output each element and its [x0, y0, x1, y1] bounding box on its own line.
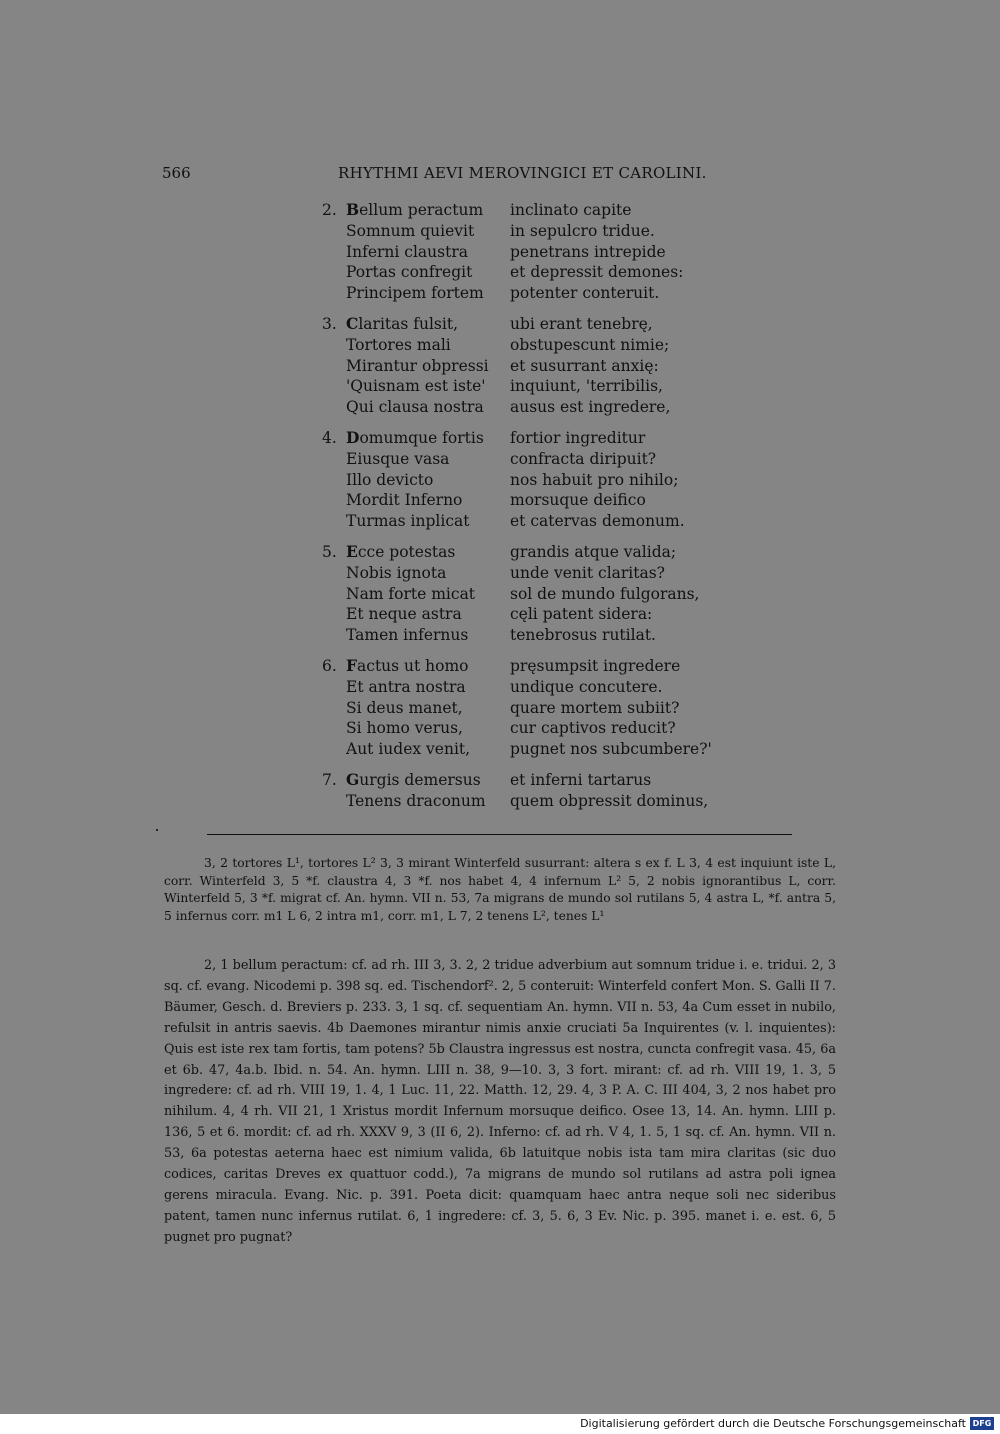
verse-first-half-text: Mordit Inferno — [346, 491, 463, 510]
verse-first-half — [346, 656, 469, 677]
verse-first-half-text: Aut iudex venit, — [346, 740, 471, 759]
verse-first-half — [346, 698, 463, 719]
verse-first-half — [346, 428, 484, 449]
verse-first-half — [346, 604, 462, 625]
verse-second-half: fortior ingreditur — [510, 428, 646, 447]
verse-first-half — [346, 314, 458, 335]
verse-first-half-text: Mirantur obpressi — [346, 356, 489, 375]
verse-line — [300, 604, 720, 625]
verse-first-half-text: laritas fulsit, — [358, 314, 459, 333]
verse-first-half — [346, 242, 468, 263]
funding-notice: Digitalisierung gefördert durch die Deutsche Forschungsgemeinschaft — [580, 1417, 966, 1430]
verse-second-half: ausus est ingredere, — [510, 398, 671, 417]
stanza-number: 3. — [322, 314, 337, 333]
verse-first-half — [346, 542, 455, 563]
verse-second-half: quare mortem subiit? — [510, 698, 680, 717]
verse-line — [300, 314, 720, 335]
verse-first-half-text: omumque fortis — [359, 428, 484, 447]
verse-second-half: nos habuit pro nihilo; — [510, 470, 679, 489]
verse-first-half — [346, 490, 462, 511]
verse-first-half-text: Principem fortem — [346, 284, 484, 303]
verse-line — [300, 511, 720, 532]
apparatus-text: 3, 2 tortores L¹, tortores L² 3, 3 mirant Winterfeld susurrant: altera s ex f. L 3, 4 est inquiunt iste L, corr. Winterfeld 3, 5 *f. claustra 4, 3 *f. nos habet 4, 4 infernum L² 5, 2 nobis ignorantibus L, corr. Winterfeld 5, 3 *f. migrat cf. An. hymn. VII n. 53, 7a migrans de mundo sol rutilans 5, 4 astra L, *f. antra 5, 5 infernus corr. m1 L 6, 2 intra m1, corr. m1, L 7, 2 tenens L², tenes L¹ — [164, 856, 836, 923]
verse-first-half-text: Tamen infernus — [346, 626, 469, 645]
verse-first-half — [346, 625, 468, 646]
verse-second-half: confracta diripuit? — [510, 449, 657, 468]
poem-text — [300, 200, 720, 822]
verse-line — [300, 563, 720, 584]
verse-first-half-text: Portas confregit — [346, 263, 473, 282]
verse-first-half-text: Si deus manet, — [346, 698, 463, 717]
verse-line — [300, 262, 720, 283]
margin-dot — [156, 829, 158, 831]
verse-second-half: inclinato capite — [510, 201, 632, 219]
running-title: RHYTHMI AEVI MEROVINGICI ET CAROLINI. — [338, 164, 707, 182]
verse-first-half — [346, 397, 484, 418]
verse-first-half-text: Tortores mali — [346, 335, 451, 354]
verse-first-half — [346, 262, 472, 283]
critical-apparatus — [164, 855, 836, 925]
verse-line — [300, 770, 720, 791]
stanza — [300, 656, 720, 760]
stanza-initial: F — [346, 655, 358, 675]
verse-first-half-text: 'Quisnam est iste' — [346, 377, 486, 396]
stanza — [300, 542, 720, 646]
verse-second-half: undique concutere. — [510, 677, 663, 696]
verse-first-half-text: Eiusque vasa — [346, 449, 450, 468]
verse-second-half: tenebrosus rutilat. — [510, 626, 656, 645]
page-header — [162, 164, 840, 184]
verse-first-half — [346, 356, 489, 377]
verse-line — [300, 739, 720, 760]
verse-first-half-text: cce potestas — [357, 542, 456, 561]
verse-first-half — [346, 221, 474, 242]
stanza — [300, 428, 720, 532]
verse-line — [300, 656, 720, 677]
verse-line — [300, 283, 720, 304]
verse-second-half: unde venit claritas? — [510, 563, 665, 582]
verse-first-half-text: urgis demersus — [359, 770, 481, 789]
verse-first-half-text: Nobis ignota — [346, 563, 447, 582]
commentary-notes — [164, 956, 836, 1249]
stanza — [300, 314, 720, 418]
verse-first-half — [346, 677, 466, 698]
verse-second-half: et susurrant anxię: — [510, 356, 659, 375]
verse-first-half-text: Tenens draconum — [346, 791, 486, 810]
verse-second-half: in sepulcro tridue. — [510, 221, 655, 240]
verse-line — [300, 200, 720, 221]
verse-line — [300, 584, 720, 605]
stanza — [300, 770, 720, 812]
footnote-rule — [207, 834, 792, 835]
verse-second-half: pręsumpsit ingredere — [510, 656, 681, 675]
verse-second-half: pugnet nos subcumbere?' — [510, 740, 712, 759]
verse-line — [300, 698, 720, 719]
stanza-initial: E — [346, 541, 358, 561]
verse-first-half — [346, 511, 469, 532]
stanza-number: 7. — [322, 770, 337, 789]
verse-first-half-text: Et neque astra — [346, 605, 462, 624]
verse-line — [300, 718, 720, 739]
verse-first-half-text: Somnum quievit — [346, 221, 475, 240]
verse-first-half — [346, 739, 470, 760]
verse-line — [300, 376, 720, 397]
verse-line — [300, 356, 720, 377]
verse-first-half-text: actus ut homo — [357, 656, 469, 675]
commentary-text: 2, 1 bellum peractum: cf. ad rh. III 3, 3. 2, 2 tridue adverbium aut somnum tridue i. e. tridui. 2, 3 sq. cf. evang. Nicodemi p. 398 sq. ed. Tischendorf². 2, 5 conteruit: Winterfeld confert Mon. S. Galli II 7. Bäumer, Gesch. d. Breviers p. 233. 3, 1 sq. cf. sequentiam An. hymn. VII n. 53, 4a Cum esset in nubilo, refulsit in antris saevis. 4b Daemones mirantur nimis anxie cruciati 5a Inquirentes (v. l. inquientes): Quis est iste rex tam fortis, tam potens? 5b Claustra ingressus est nostra, cuncta confregit vasa. 45, 6a et 6b. 47, 4a.b. Ibid. n. 54. An. hymn. LIII n. 38, 9—10. 3, 3 fort. mirant: cf. ad rh. VIII 19, 1. 3, 5 ingredere: cf. ad rh. VIII 19, 1. 4, 1 Luc. 11, 22. Matth. 12, 29. 4, 3 P. A. C. III 404, 3, 2 nos habet pro nihilum. 4, 4 rh. VII 21, 1 Xristus mordit Infernum morsuque deifico. Osee 13, 14. An. hymn. LIII p. 136, 5 et 6. mordit: cf. ad rh. XXXV 9, 3 (II 6, 2). Inferno: cf. ad rh. V 4, 1. 5, 1 sq. cf. An. hymn. VII n. 53, 6a potestas aeterna haec est nimium valida, 6b latuitque nobis ista tam mira claritas (sic duo codices, caritas Dreves ex quattuor codd.), 7a migrans de mundo sol rutilans ad astra poli ignea gerens miracula. Evang. Nic. p. 391. Poeta dicit: quamquam haec antra neque soli nec sideribus patent, tamen nunc infernus rutilat. 6, 1 ingredere: cf. 3, 5. 6, 3 Ev. Nic. p. 395. manet i. e. est. 6, 5 pugnet pro pugnat? — [164, 958, 836, 1245]
verse-line — [300, 428, 720, 449]
verse-second-half: cur captivos reducit? — [510, 719, 676, 738]
verse-second-half: quem obpressit dominus, — [510, 791, 709, 810]
verse-line — [300, 470, 720, 491]
stanza-initial: G — [346, 769, 360, 789]
verse-second-half: obstupescunt nimie; — [510, 335, 670, 354]
stanza — [300, 200, 720, 304]
verse-first-half — [346, 563, 446, 584]
footer-bar — [0, 1414, 1000, 1434]
stanza-initial: B — [346, 200, 360, 219]
verse-first-half — [346, 718, 463, 739]
verse-first-half — [346, 791, 486, 812]
verse-first-half — [346, 200, 483, 221]
verse-first-half — [346, 584, 475, 605]
verse-second-half: cęli patent sidera: — [510, 605, 653, 624]
verse-first-half-text: Si homo verus, — [346, 719, 463, 738]
verse-second-half: et inferni tartarus — [510, 770, 652, 789]
verse-first-half-text: Inferni claustra — [346, 242, 468, 261]
verse-first-half — [346, 335, 451, 356]
verse-second-half: inquiunt, 'terribilis, — [510, 377, 663, 396]
verse-first-half — [346, 770, 481, 791]
verse-line — [300, 490, 720, 511]
verse-second-half: ubi erant tenebrę, — [510, 314, 653, 333]
verse-first-half-text: Et antra nostra — [346, 677, 466, 696]
verse-first-half-text: ellum peractum — [359, 201, 484, 219]
verse-first-half — [346, 283, 484, 304]
verse-second-half: et depressit demones: — [510, 263, 684, 282]
verse-first-half-text: Nam forte micat — [346, 584, 476, 603]
stanza-number: 4. — [322, 428, 337, 447]
stanza-number: 2. — [322, 201, 337, 219]
verse-second-half: et catervas demonum. — [510, 512, 685, 531]
verse-line — [300, 397, 720, 418]
verse-line — [300, 677, 720, 698]
stanza-number: 6. — [322, 656, 337, 675]
verse-second-half: grandis atque valida; — [510, 542, 677, 561]
verse-line — [300, 542, 720, 563]
verse-line — [300, 791, 720, 812]
verse-second-half: penetrans intrepide — [510, 242, 666, 261]
verse-line — [300, 221, 720, 242]
verse-line — [300, 449, 720, 470]
verse-second-half: sol de mundo fulgorans, — [510, 584, 700, 603]
verse-first-half — [346, 376, 486, 397]
stanza-number: 5. — [322, 542, 337, 561]
verse-line — [300, 625, 720, 646]
verse-first-half-text: Qui clausa nostra — [346, 398, 484, 417]
stanza-initial: C — [346, 313, 359, 333]
stanza-initial: D — [346, 427, 360, 447]
verse-first-half — [346, 470, 433, 491]
verse-line — [300, 242, 720, 263]
verse-second-half: morsuque deifico — [510, 491, 646, 510]
verse-second-half: potenter conteruit. — [510, 284, 660, 303]
verse-first-half-text: Turmas inplicat — [346, 512, 470, 531]
page-number: 566 — [162, 164, 191, 182]
verse-first-half — [346, 449, 449, 470]
verse-line — [300, 335, 720, 356]
dfg-logo: DFG — [970, 1417, 994, 1430]
verse-first-half-text: Illo devicto — [346, 470, 434, 489]
